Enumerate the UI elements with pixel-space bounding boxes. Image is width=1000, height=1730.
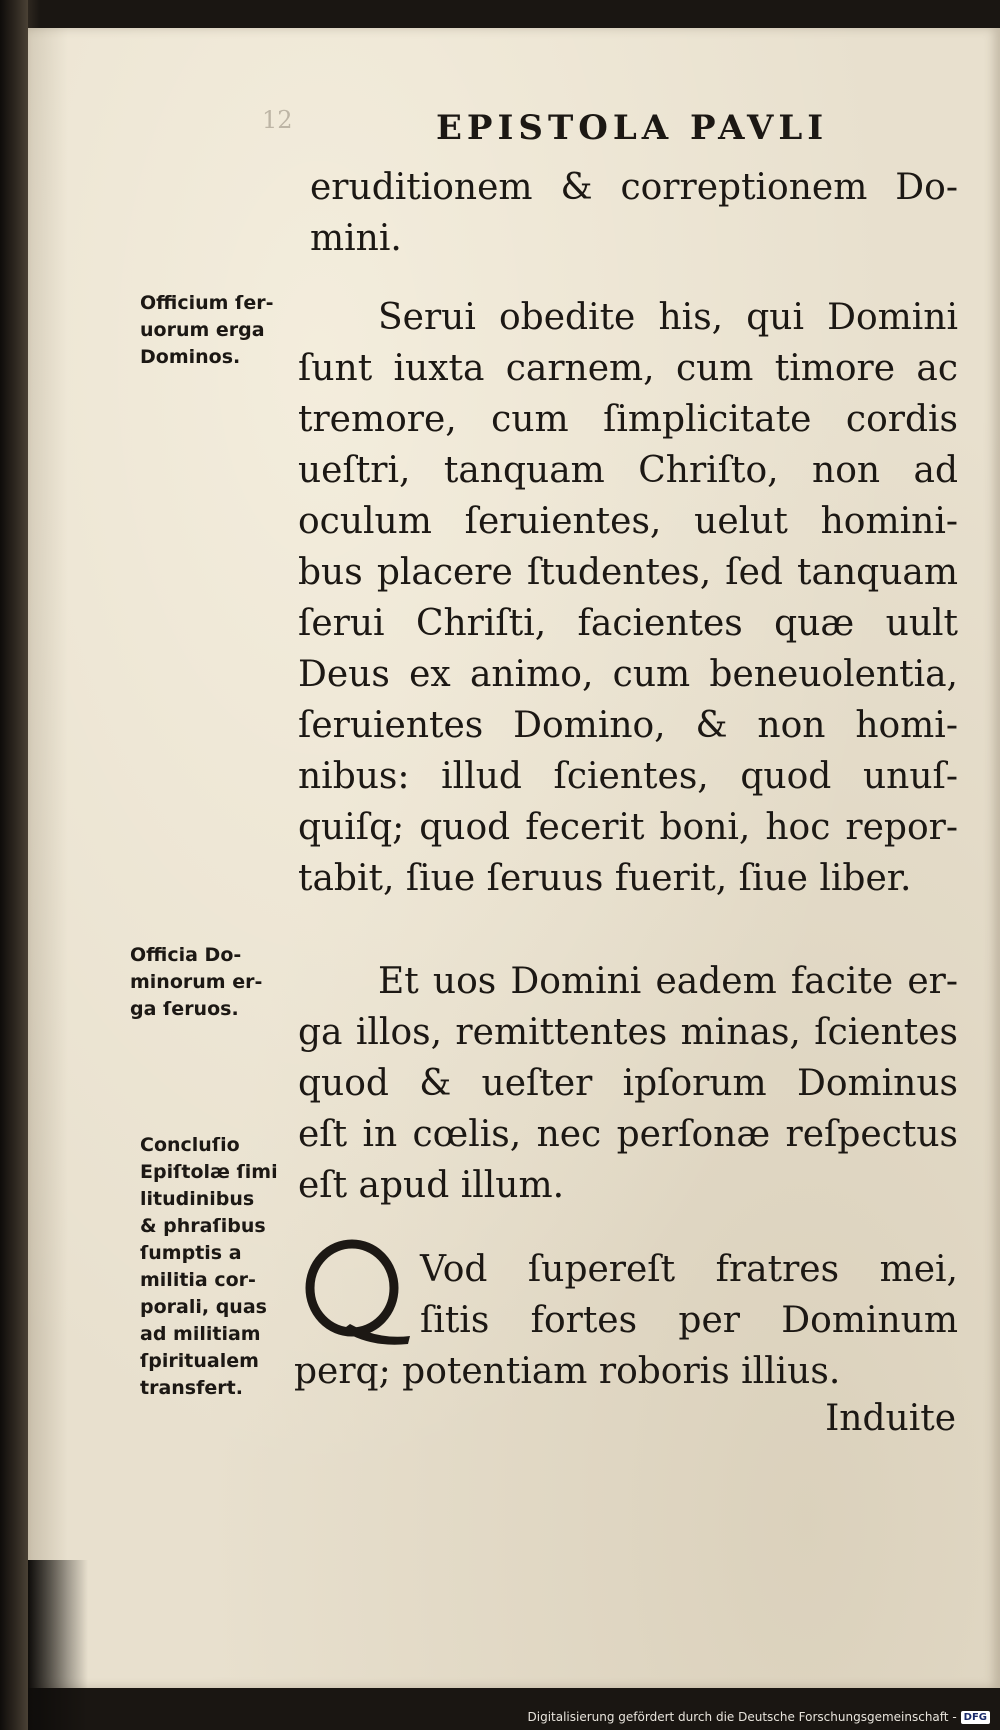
text-line: ſeruientes Domino, & non homi- [298, 705, 958, 746]
margin-note-line: Concluſio [140, 1134, 240, 1156]
margin-note-line: ſpiritualem [140, 1350, 259, 1372]
text-block-2 [298, 292, 958, 904]
book-edge [0, 0, 28, 1730]
text-line: Et uos Domini eadem facite er- [378, 961, 958, 1002]
margin-note-line: ſumptis a [140, 1242, 242, 1264]
digitization-credit [528, 1710, 991, 1724]
text-line: eſt apud illum. [298, 1165, 565, 1206]
text-line: ſerui Chriſti, facientes quæ uult [298, 603, 958, 644]
decorated-initial [300, 1236, 412, 1348]
text-line: ga illos, remittentes minas, ſcientes [298, 1012, 958, 1053]
catchword: Induite [825, 1398, 956, 1439]
margin-note-line: minorum er- [130, 971, 263, 993]
text-line: oculum ſeruientes, uelut homini- [298, 501, 958, 542]
margin-note-line: ga ſeruos. [130, 998, 239, 1020]
text-line: ueſtri, tanquam Chriſto, non ad [298, 450, 958, 491]
text-line: quiſq; quod fecerit boni, hoc repor- [298, 807, 958, 848]
credit-text: Digitalisierung gefördert durch die Deutsche Forschungsgemeinschaft - [527, 1710, 957, 1724]
running-head: EPISTOLA PAVLI [436, 108, 829, 148]
text-line: Vod ſupereſt fratres mei, [420, 1249, 958, 1290]
margin-note-line: & phraſibus [140, 1215, 266, 1237]
text-line: eruditionem & correptionem Do- [310, 167, 958, 208]
text-block-5 [294, 1346, 854, 1397]
dfg-logo-icon: DFG [961, 1711, 990, 1724]
text-line: tabit, ſiue ſeruus fuerit, ſiue liber. [298, 858, 912, 899]
page-shadow [28, 1560, 88, 1730]
margin-note-line: Officia Do- [130, 944, 242, 966]
text-block-4 [420, 1244, 958, 1346]
initial-q-icon [300, 1236, 412, 1348]
margin-note-line: Dominos. [140, 346, 241, 368]
margin-note-line: militia cor- [140, 1269, 256, 1291]
text-block-3 [298, 956, 958, 1211]
margin-note-line: litudinibus [140, 1188, 255, 1210]
margin-note-line: ad militiam [140, 1323, 261, 1345]
margin-note-3 [140, 1132, 278, 1402]
text-line: Serui obedite his, qui Domini [378, 297, 958, 338]
text-line: nibus: illud ſcientes, quod unuſ- [298, 756, 958, 797]
text-line: Deus ex animo, cum beneuolentia, [298, 654, 958, 695]
text-line: bus placere ſtudentes, ſed tanquam [298, 552, 958, 593]
margin-note-line: porali, quas [140, 1296, 267, 1318]
margin-note-1 [140, 290, 273, 371]
margin-note-line: Epiſtolæ ſimi [140, 1161, 278, 1183]
text-line: perq; potentiam roboris illius. [294, 1351, 841, 1392]
text-block-1 [310, 162, 958, 264]
text-line: tremore, cum ſimplicitate cordis [298, 399, 958, 440]
text-line: quod & ueſter ipſorum Dominus [298, 1063, 958, 1104]
page-number: 12 [262, 106, 293, 134]
text-line: ſitis fortes per Dominum [420, 1300, 958, 1341]
margin-note-2 [130, 942, 262, 1023]
margin-note-line: transfert. [140, 1377, 243, 1399]
margin-note-line: uorum erga [140, 319, 265, 341]
text-line: ſunt iuxta carnem, cum timore ac [298, 348, 958, 389]
text-line: eſt in cœlis, nec perſonæ reſpectus [298, 1114, 958, 1155]
margin-note-line: Officium ſer- [140, 292, 274, 314]
text-line: mini. [310, 218, 402, 259]
